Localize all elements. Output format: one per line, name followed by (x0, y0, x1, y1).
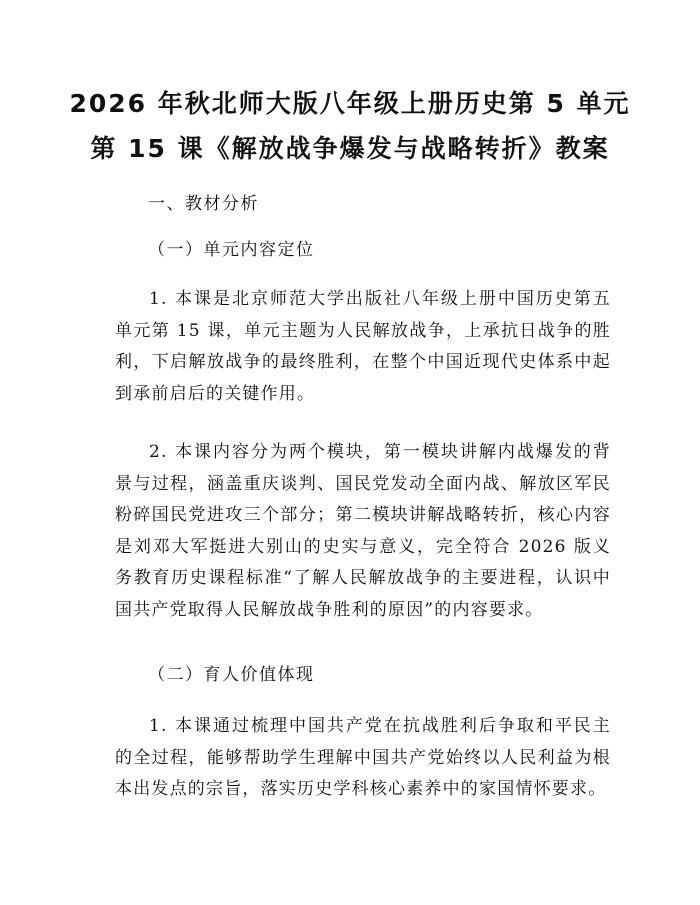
subsection-heading-unit-positioning: （一）单元内容定位 (148, 240, 315, 260)
document-title-line-1: 2026 年秋北师大版八年级上册历史第 5 单元 (69, 89, 631, 118)
paragraph-educational-value: 1. 本课通过梳理中国共产党在抗战胜利后争取和平民主的全过程，能够帮助学生理解中国共产党始终以人民利益为根本出发点的宗旨，落实历史学科核心素养中的家国情怀要求。 (115, 716, 611, 799)
section-heading-textbook-analysis: 一、教材分析 (148, 194, 259, 214)
paragraph-unit-position: 1. 本课是北京师范大学出版社八年级上册中国历史第五单元第 15 课，单元主题为人民解放战争，上承抗日战争的胜利，下启解放战争的最终胜利，在整个中国近现代史体系中起到承前启后的关键作用。 (115, 289, 611, 404)
document-title-line-2: 第 15 课《解放战争爆发与战略转折》教案 (90, 134, 610, 163)
subsection-heading-educational-value: （二）育人价值体现 (148, 665, 315, 685)
paragraph-lesson-modules: 2. 本课内容分为两个模块，第一模块讲解内战爆发的背景与过程，涵盖重庆谈判、国民党发动全面内战、解放区军民粉碎国民党进攻三个部分；第二模块讲解战略转折，核心内容是刘邓大军挺进大别山的史实与意义，完全符合 2026 版义务教育历史课程标准“了解人民解放战争的主要进程，认识中国共产党取得人民解放战争胜利的原因”的内容要求。 (115, 442, 611, 620)
